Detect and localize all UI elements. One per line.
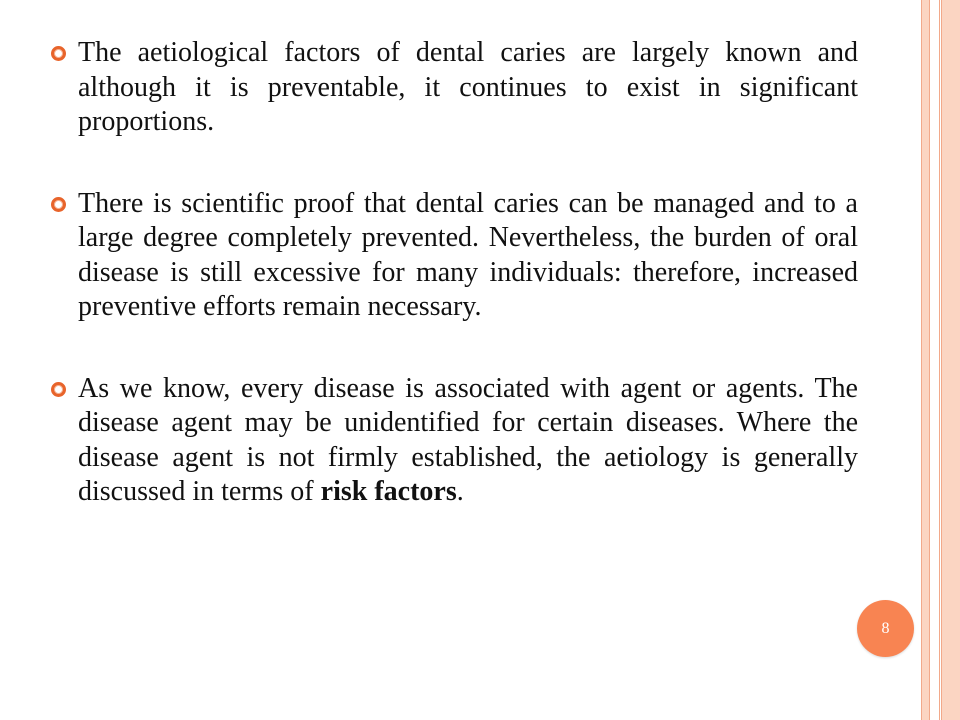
bullet-item-2	[48, 187, 858, 325]
bullet-text: The aetiological factors of dental caries are largely known and although it is preventable, it continues to exist in significant proportions.	[78, 37, 858, 137]
decorative-border-stripe	[941, 0, 960, 720]
circle-bullet-icon	[51, 382, 66, 397]
decorative-border-stripe	[931, 0, 940, 720]
decorative-border-stripe	[921, 0, 930, 720]
bullet-text: There is scientific proof that dental caries can be managed and to a large degree completely prevented. Nevertheless, the burden of oral disease is still excessive for many individuals: therefore, increased preventive efforts remain necessary.	[78, 187, 858, 322]
bold-term: risk factors	[320, 476, 457, 507]
bullet-text	[78, 372, 858, 510]
page-number: 8	[881, 619, 890, 637]
circle-bullet-icon	[51, 46, 66, 61]
bullet-item-1	[48, 36, 858, 140]
bullet-text-part: As we know, every disease is associated with agent or agents. The disease agent may be unidentified for certain diseases. Where the disease agent is not firmly established, the aetiology is generally discussed in terms of	[78, 372, 858, 507]
bullet-item-3	[48, 372, 858, 510]
circle-bullet-icon	[51, 197, 66, 212]
bullet-text-part: .	[456, 476, 464, 507]
bullet-list	[48, 36, 858, 557]
page-number-badge	[857, 600, 914, 657]
